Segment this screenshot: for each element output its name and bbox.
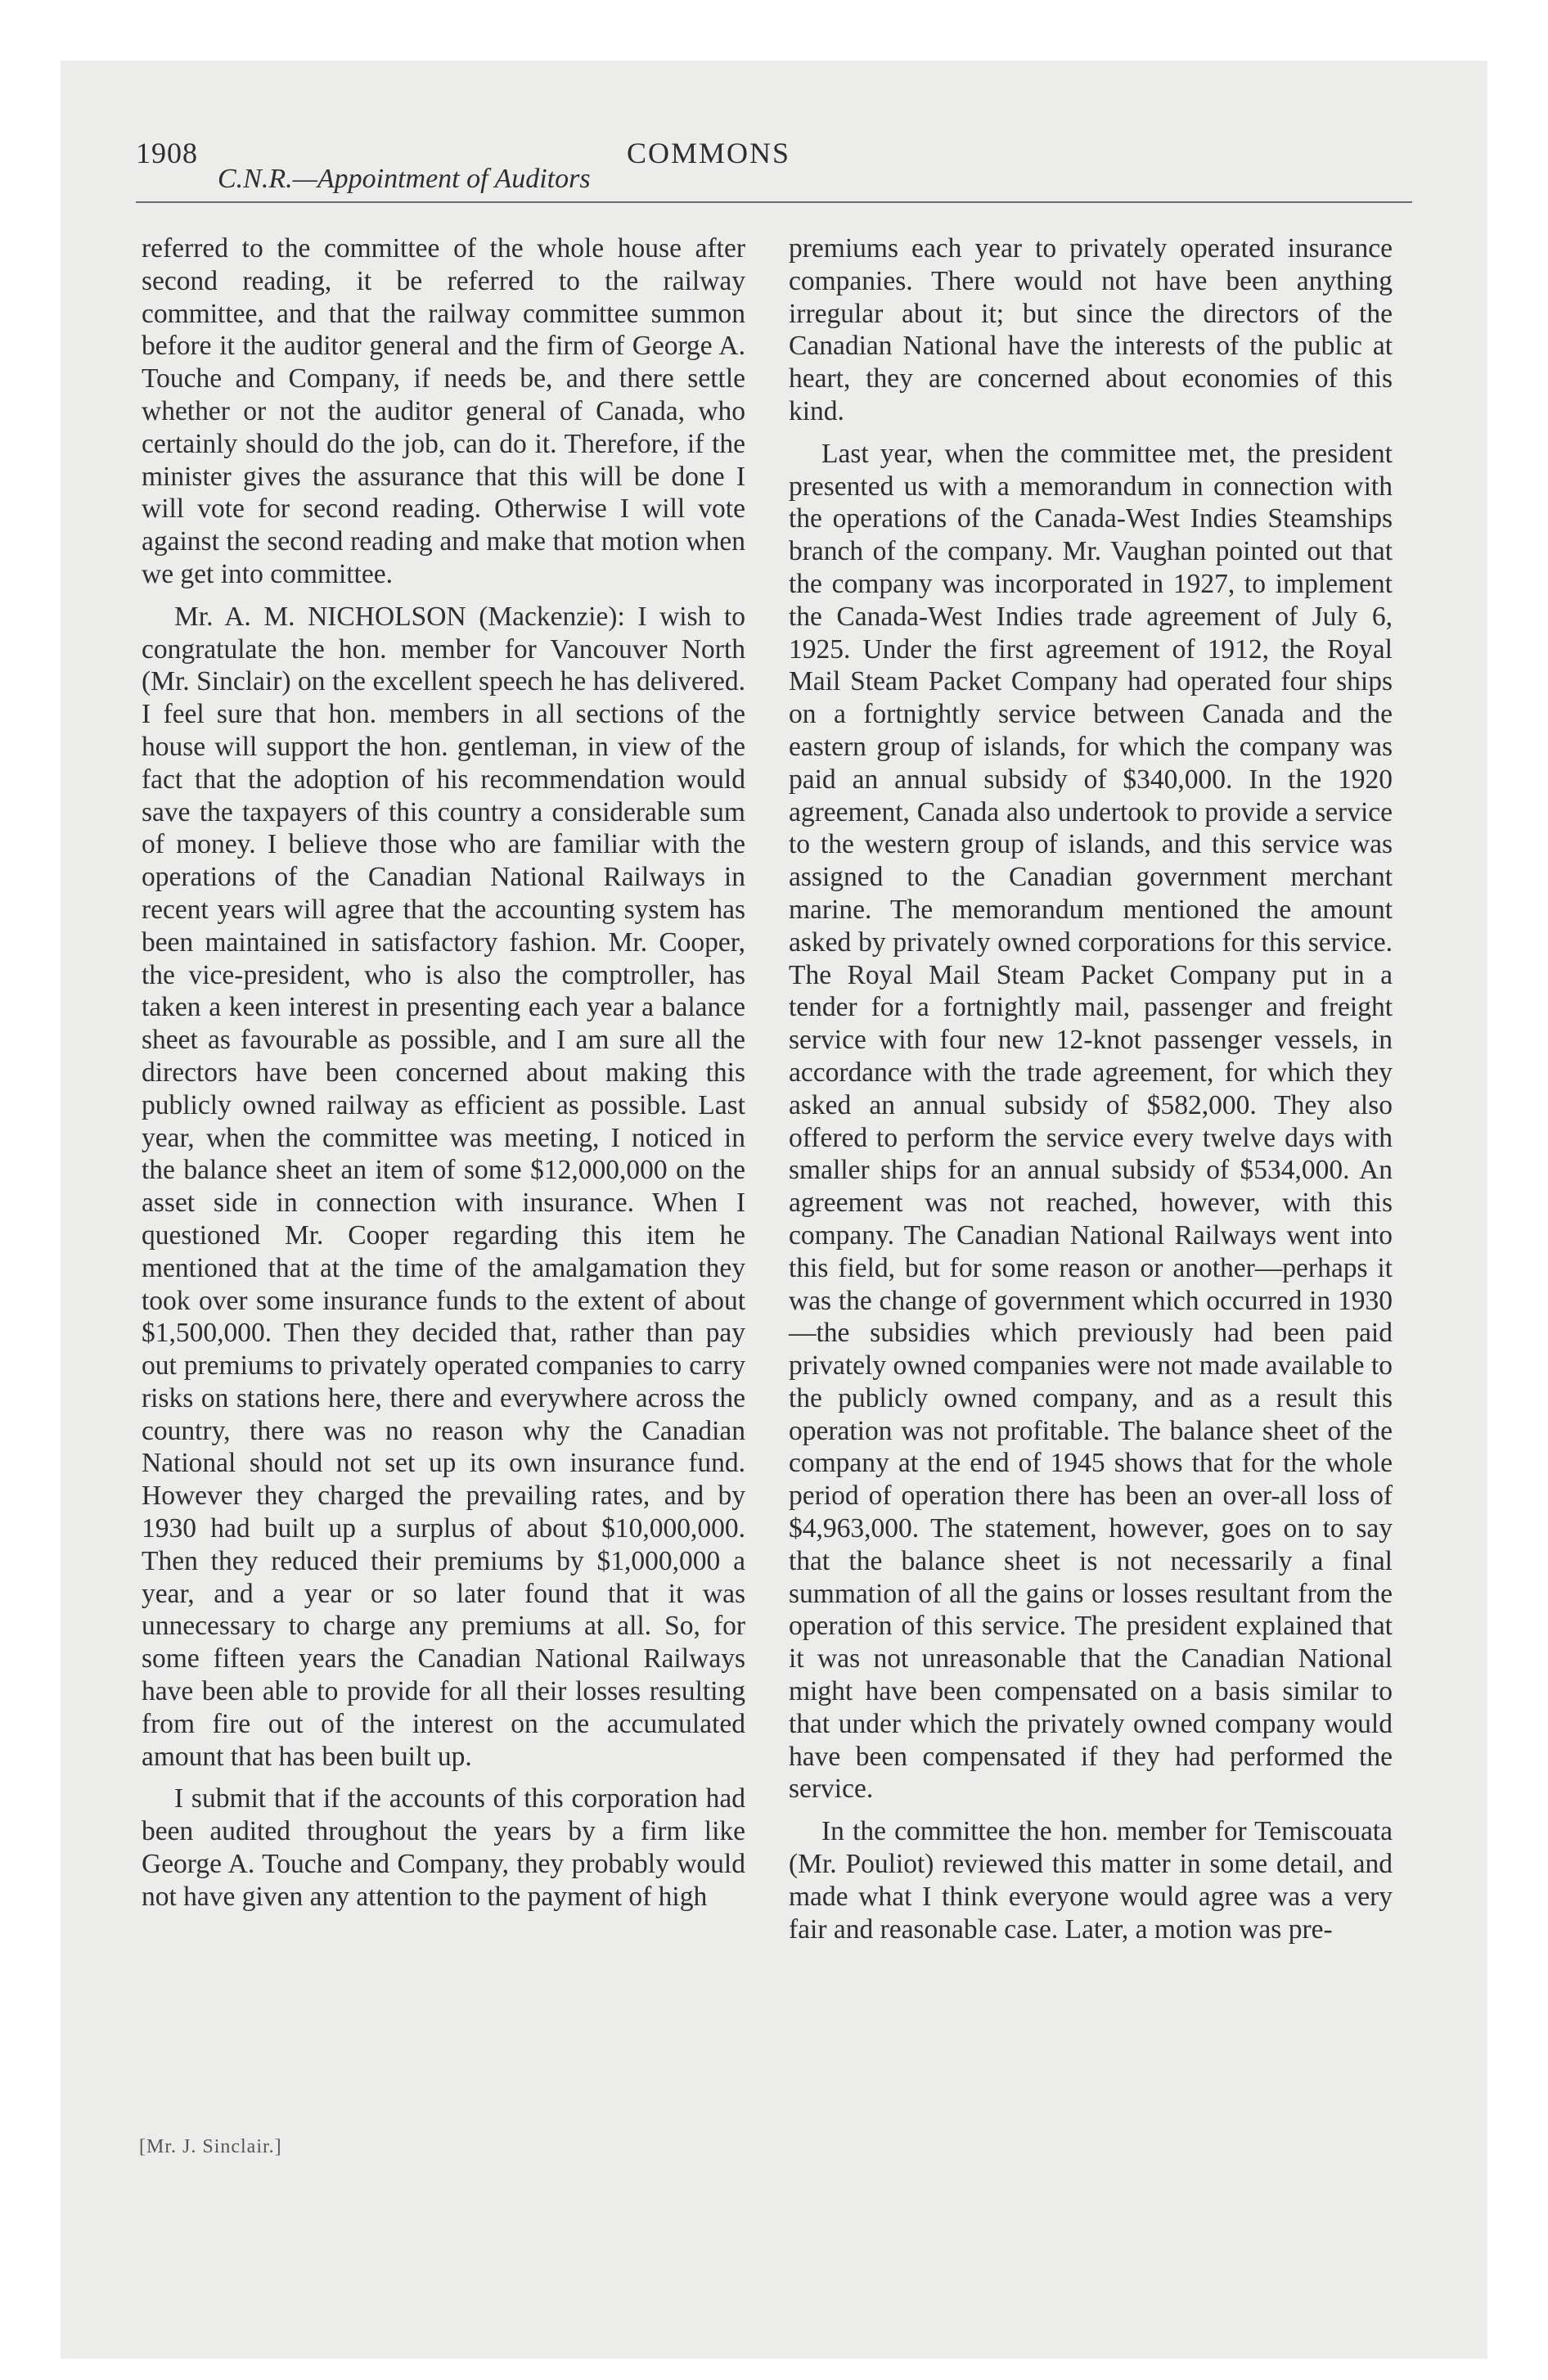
paragraph: Mr. A. M. NICHOLSON (Mackenzie): I wish to congratulate the hon. member for Vancouver North (Mr. Sinclair) on the excellent speech he has delivered. I feel sure that hon. members in all sections of the house will support the hon. gentleman, in view of the fact that the adoption of his recommendation would save the taxpayers of this country a considerable sum of money. I believe those who are familiar with the operations of the Canadian National Railways in recent years will agree that the accounting system has been maintained in satisfactory fashion. Mr. Cooper, the vice-president, who is also the comptroller, has taken a keen interest in presenting each year a balance sheet as favourable as possible, and I am sure all the directors have been concerned about making this publicly owned railway as efficient as possible. Last year, when the committee was meeting, I noticed in the balance sheet an item of some $12,000,000 on the asset side in connection with insurance. When I questioned Mr. Cooper regarding this item he mentioned that at the time of the amalgamation they took over some insurance funds to the extent of about $1,500,000. Then they decided that, rather than pay out premiums to privately operated companies to carry risks on stations here, there and everywhere across the country, there was no reason why the Canadian National should not set up its own insurance fund. However they charged the prevailing rates, and by 1930 had built up a surplus of about $10,000,000. Then they reduced their premiums by $1,000,000 a year, and a year or so later found that it was unnecessary to charge any premiums at all. So, for some fifteen years the Canadian National Railways have been able to provide for all their losses resulting from fire out of the interest on the accumulated amount that has been built up. [142, 601, 745, 1772]
topic-title: C.N.R.—Appointment of Auditors [218, 164, 591, 194]
right-column [789, 232, 1393, 1955]
header-rule [136, 201, 1412, 203]
section-title: COMMONS [627, 137, 791, 169]
speaker-footnote: [Mr. J. Sinclair.] [139, 2136, 282, 2157]
paragraph: Last year, when the committee met, the president presented us with a memorandum in connection with the operations of the Canada-West Indies Steamships branch of the company. Mr. Vaughan pointed out that the company was incorporated in 1927, to implement the Canada-West Indies trade agreement of July 6, 1925. Under the first agreement of 1912, the Royal Mail Steam Packet Company had operated four ships on a fortnightly service between Canada and the eastern group of islands, for which the company was paid an annual subsidy of $340,000. In the 1920 agreement, Canada also undertook to provide a service to the western group of islands, and this service was assigned to the Canadian government merchant marine. The memorandum mentioned the amount asked by privately owned corporations for this service. The Royal Mail Steam Packet Company put in a tender for a fortnightly mail, passenger and freight service with four new 12-knot passenger vessels, in accordance with the trade agreement, for which they asked an annual subsidy of $582,000. They also offered to perform the service every twelve days with smaller ships for an annual subsidy of $534,000. An agreement was not reached, however, with this company. The Canadian National Railways went into this field, but for some reason or another—perhaps it was the change of government which occurred in 1930—the subsidies which previously had been paid privately owned companies were not made available to the publicly owned company, and as a result this operation was not profitable. The balance sheet of the company at the end of 1945 shows that for the whole period of operation there has been an over-all loss of $4,963,000. The statement, however, goes on to say that the balance sheet is not necessarily a final summation of all the gains or losses resultant from the operation of this service. The president explained that it was not unreasonable that the Canadian National might have been compensated on a basis similar to that under which the privately owned company would have been compensated if they had performed the service. [789, 438, 1393, 1805]
paragraph: I submit that if the accounts of this corporation had been audited throughout the years by a firm like George A. Touche and Company, they probably would not have given any attention to the payment of high [142, 1783, 745, 1912]
page-number: 1908 [136, 137, 198, 169]
left-column [142, 232, 745, 1923]
running-header [136, 136, 848, 195]
paragraph: referred to the committee of the whole house after second reading, it be referred to the railway committee, and that the railway committee summon before it the auditor general and the firm of George A. Touche and Company, if needs be, and there settle whether or not the auditor general of Canada, who certainly should do the job, can do it. Therefore, if the minister gives the assurance that this will be done I will vote for second reading. Otherwise I will vote against the second reading and make that motion when we get into committee. [142, 233, 745, 589]
paragraph: In the committee the hon. member for Temiscouata (Mr. Pouliot) reviewed this matter in some detail, and made what I think everyone would agree was a very fair and reasonable case. Later, a motion was pre- [789, 1816, 1393, 1945]
paragraph: premiums each year to privately operated insurance companies. There would not have been anything irregular about it; but since the directors of the Canadian National have the interests of the public at heart, they are concerned about economies of this kind. [789, 233, 1393, 426]
